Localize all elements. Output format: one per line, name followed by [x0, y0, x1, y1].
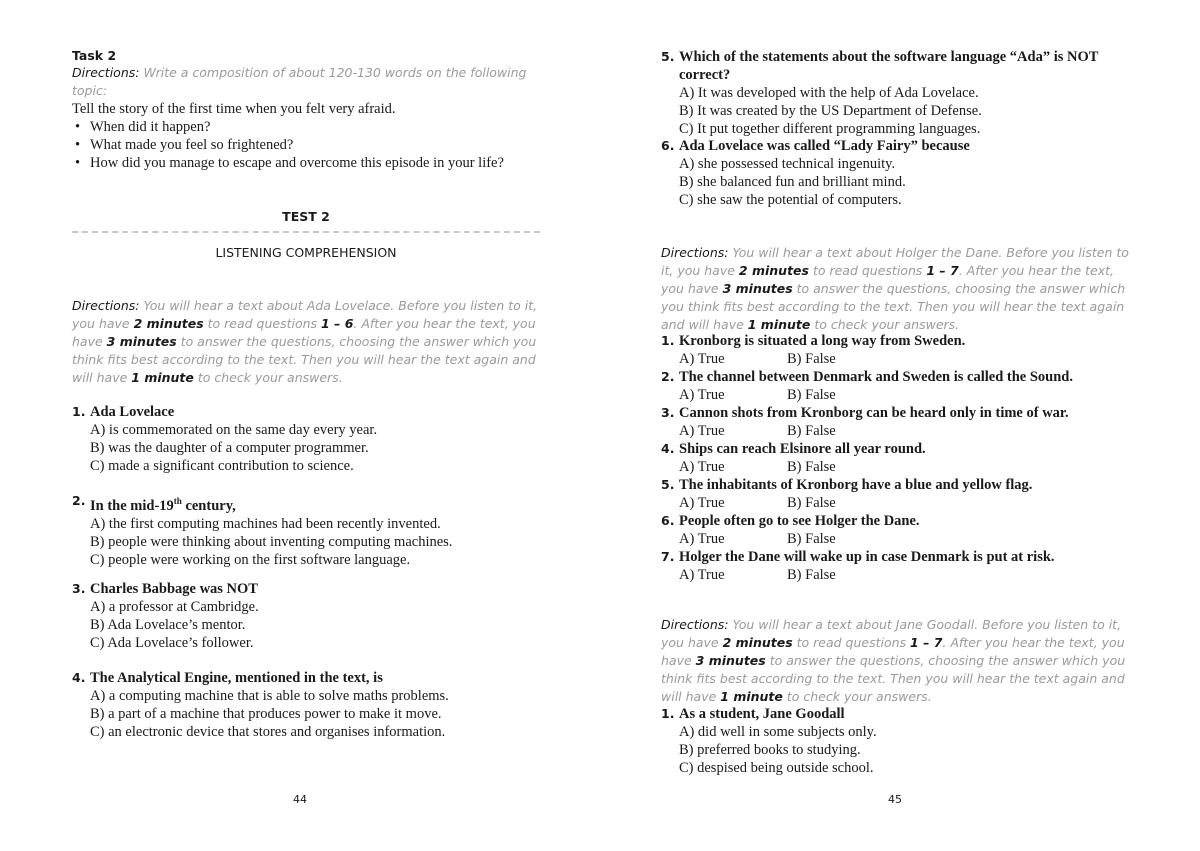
question-stem: Cannon shots from Kronborg can be heard only in time of war.	[679, 405, 1069, 421]
option-true: A) True	[679, 531, 725, 547]
tf-question	[661, 440, 1141, 476]
option-true: A) True	[679, 423, 725, 439]
question-number: 5.	[661, 477, 675, 492]
tf-question	[661, 512, 1141, 548]
question-stem: Ships can reach Elsinore all year round.	[679, 441, 926, 457]
option-false: B) False	[787, 351, 836, 367]
directions-label: Directions:	[661, 245, 729, 260]
question-6	[661, 137, 1141, 209]
option-a: A) the first computing machines had been recently invented.	[90, 515, 441, 532]
option-c: C) Ada Lovelace’s follower.	[90, 635, 254, 651]
test-title: TEST 2	[282, 209, 330, 224]
question-stem: In the mid-19	[90, 497, 174, 514]
option-true: A) True	[679, 567, 725, 583]
directions-label: Directions:	[72, 65, 140, 80]
question-4	[72, 669, 552, 741]
option-b: B) a part of a machine that produces power to make it move.	[90, 706, 442, 722]
option-c: C) an electronic device that stores and organises information.	[90, 724, 446, 740]
holger-questions	[661, 332, 1141, 584]
tf-question	[661, 476, 1141, 512]
option-false: B) False	[787, 531, 836, 547]
question-number: 2.	[661, 369, 675, 384]
question-stem: The inhabitants of Kronborg have a blue and yellow flag.	[679, 477, 1033, 493]
option-b: B) preferred books to studying.	[679, 742, 861, 758]
question-stem: Kronborg is situated a long way from Sweden.	[679, 333, 966, 349]
page-number: 45	[888, 793, 902, 806]
section-title: LISTENING COMPREHENSION	[215, 245, 397, 260]
question-stem: Ada Lovelace	[90, 404, 175, 420]
question-stem: People often go to see Holger the Dane.	[679, 513, 920, 529]
superscript: th	[173, 496, 182, 506]
option-b: B) It was created by the US Department of Defense.	[679, 103, 982, 119]
option-b: B) was the daughter of a computer programmer.	[90, 440, 369, 456]
option-false: B) False	[787, 459, 836, 475]
option-false: B) False	[787, 495, 836, 511]
page-number: 44	[293, 793, 307, 806]
option-false: B) False	[787, 423, 836, 439]
question-3	[72, 580, 552, 652]
directions-text: to answer the questions, choosing the answer which you think fits best according to the text. Then you will hear the text again and will have	[661, 281, 1126, 332]
tf-question	[661, 332, 1141, 368]
option-false: B) False	[787, 387, 836, 403]
bullet-item: • When did it happen?	[72, 118, 552, 136]
option-a: A) a professor at Cambridge.	[90, 599, 259, 615]
directions-text: You will hear a text about Ada Lovelace. Before you listen to it, you have	[72, 298, 538, 331]
question-stem: Charles Babbage was NOT	[90, 581, 258, 597]
directions-label: Directions:	[661, 617, 729, 632]
question-stem: century,	[181, 497, 236, 514]
question-range: 1 – 7	[910, 635, 943, 650]
directions-text: to check your answers.	[193, 370, 343, 385]
question-range: 1 – 6	[321, 316, 354, 331]
directions-text: to answer the questions, choosing the answer which you think fits best according to the text. Then you will hear the text again and will have	[72, 334, 537, 385]
option-a: A) It was developed with the help of Ada Lovelace.	[679, 85, 979, 101]
right-page	[600, 0, 1200, 851]
directions-text: to answer the questions, choosing the answer which you think fits best according to the text. Then you will hear the text again and will have	[661, 653, 1126, 704]
directions-text: to read questions	[792, 635, 911, 650]
question-stem: The Analytical Engine, mentioned in the text, is	[90, 670, 383, 686]
time-answer: 3 minutes	[695, 653, 766, 668]
option-false: B) False	[787, 567, 836, 583]
option-true: A) True	[679, 387, 725, 403]
question-number: 3.	[72, 581, 86, 596]
time-read: 2 minutes	[133, 316, 204, 331]
question-stem: As a student, Jane Goodall	[679, 706, 845, 722]
question-number: 6.	[661, 513, 675, 528]
directions-text: to read questions	[203, 316, 322, 331]
time-answer: 3 minutes	[106, 334, 177, 349]
option-c: C) despised being outside school.	[679, 760, 874, 776]
directions-text: . After you hear the text, you have	[661, 263, 1114, 296]
question-2	[72, 492, 552, 569]
question-number: 4.	[661, 441, 675, 456]
time-check: 1 minute	[747, 317, 811, 332]
directions-text: to read questions	[808, 263, 927, 278]
question-number: 1.	[661, 333, 675, 348]
time-read: 2 minutes	[722, 635, 793, 650]
option-c: C) It put together different programming languages.	[679, 121, 981, 137]
tf-question	[661, 548, 1141, 584]
question-stem: The channel between Denmark and Sweden is called the Sound.	[679, 369, 1073, 385]
option-b: B) she balanced fun and brilliant mind.	[679, 174, 906, 190]
task-2-bullets	[72, 118, 552, 172]
directions-text: to check your answers.	[782, 689, 932, 704]
listening-directions	[72, 297, 542, 387]
directions-text: . After you hear the text, you have	[72, 316, 536, 349]
goodall-question-1	[661, 705, 1141, 777]
bullet-item: • How did you manage to escape and overcome this episode in your life?	[72, 154, 552, 172]
question-stem: Which of the statements about the software language “Ada” is NOT correct?	[679, 49, 1099, 83]
task-2-topic: Tell the story of the first time when you felt very afraid.	[72, 101, 396, 117]
question-5	[661, 48, 1141, 138]
option-true: A) True	[679, 495, 725, 511]
option-c: C) she saw the potential of computers.	[679, 192, 902, 208]
question-number: 1.	[72, 404, 86, 419]
option-c: C) people were working on the first software language.	[90, 551, 411, 568]
task-2-title: Task 2	[72, 48, 117, 63]
time-read: 2 minutes	[738, 263, 809, 278]
question-stem: Ada Lovelace was called “Lady Fairy” because	[679, 138, 970, 154]
directions-text: to check your answers.	[810, 317, 960, 332]
option-c: C) made a significant contribution to science.	[90, 458, 354, 474]
directions-text: Write a composition of about 120-130 words on the following topic:	[72, 65, 527, 98]
time-check: 1 minute	[720, 689, 783, 704]
directions-text: You will hear a text about Jane Goodall. Before you listen to it, you have	[661, 617, 1122, 650]
directions-text: You will hear a text about Holger the Dane. Before you listen to it, you have	[661, 245, 1129, 278]
time-check: 1 minute	[131, 370, 194, 385]
tf-question	[661, 368, 1141, 404]
time-answer: 3 minutes	[722, 281, 793, 296]
goodall-directions	[661, 616, 1131, 706]
question-number: 6.	[661, 138, 675, 153]
question-stem: Holger the Dane will wake up in case Denmark is put at risk.	[679, 549, 1055, 565]
question-number: 5.	[661, 49, 675, 64]
option-true: A) True	[679, 459, 725, 475]
question-number: 2.	[72, 493, 86, 508]
option-a: A) a computing machine that is able to solve maths problems.	[90, 688, 449, 704]
question-number: 3.	[661, 405, 675, 420]
option-b: B) Ada Lovelace’s mentor.	[90, 617, 246, 633]
task-2-block	[72, 48, 552, 172]
tf-question	[661, 404, 1141, 440]
dashed-divider	[72, 231, 540, 233]
option-a: A) is commemorated on the same day every year.	[90, 422, 378, 438]
question-1	[72, 403, 552, 475]
question-range: 1 – 7	[926, 263, 959, 278]
option-a: A) did well in some subjects only.	[679, 724, 877, 740]
bullet-item: • What made you feel so frightened?	[72, 136, 552, 154]
task-2-directions	[72, 64, 552, 100]
question-number: 4.	[72, 670, 86, 685]
directions-text: . After you hear the text, you have	[661, 635, 1125, 668]
option-true: A) True	[679, 351, 725, 367]
option-b: B) people were thinking about inventing computing machines.	[90, 533, 453, 550]
question-number: 1.	[661, 706, 675, 721]
option-a: A) she possessed technical ingenuity.	[679, 156, 896, 172]
directions-label: Directions:	[72, 298, 140, 313]
question-number: 7.	[661, 549, 675, 564]
holger-directions	[661, 244, 1131, 334]
